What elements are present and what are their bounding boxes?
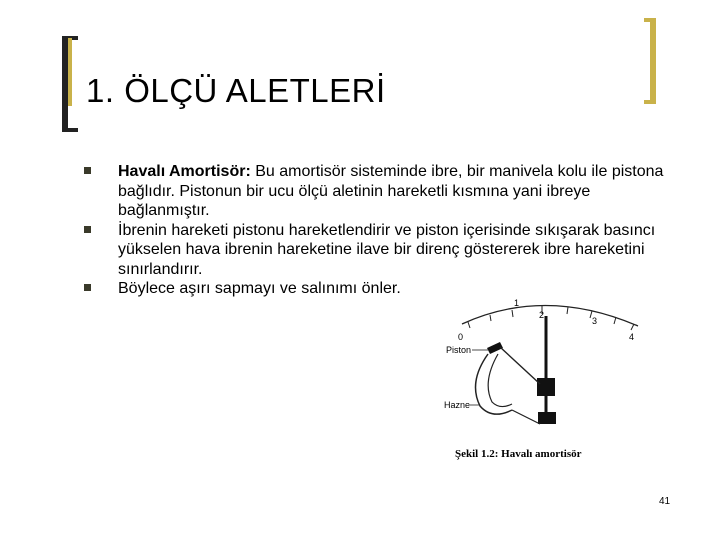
scale-label-0: 0	[458, 332, 464, 342]
scale-arc	[462, 305, 638, 326]
bullet-list	[84, 162, 674, 299]
scale-label-1: 1	[514, 298, 520, 308]
figure-caption: Şekil 1.2: Havalı amortisör	[455, 448, 582, 460]
piston-rod	[500, 347, 540, 384]
bullet-term: Havalı Amortisör:	[118, 163, 251, 180]
bullet-square-icon	[84, 167, 91, 174]
page-number: 41	[659, 496, 671, 507]
scale-label-3: 3	[592, 316, 598, 326]
bullet-square-icon	[84, 226, 91, 233]
air-damper-figure	[440, 292, 640, 462]
piston-chamber-inner	[488, 354, 512, 407]
needle-pivot	[537, 378, 555, 396]
scale-label-2: 2	[539, 310, 545, 320]
piston-label: Piston	[446, 345, 472, 355]
chamber-label: Hazne	[444, 400, 471, 410]
title-bracket-left-accent	[68, 38, 72, 106]
bullet-item	[84, 162, 674, 221]
bullet-item	[84, 221, 674, 280]
bullet-text: İbrenin hareketi pistonu hareketlendirir ve piston içerisinde sıkışarak basıncı yükselen hava ibrenin hareketine ilave bir direnç göstererek ibre hareketini sınırlandırır.	[118, 221, 656, 278]
scale-label-4: 4	[629, 332, 635, 342]
slide-title: 1. ÖLÇÜ ALETLERİ	[86, 72, 386, 109]
bullet-square-icon	[84, 284, 91, 291]
title-bracket-right	[644, 18, 656, 104]
scale-ticks	[468, 306, 634, 330]
chamber-link	[512, 410, 540, 424]
counterweight	[538, 412, 556, 424]
bullet-text: Bu amortisör sisteminde ibre, bir manivela kolu ile pistona bağlıdır. Pistonun bir ucu ölçü aletinin hareketli kısmına yani ibreye bağlanmıştır.	[118, 163, 664, 219]
bullet-text: Böylece aşırı sapmayı ve salınımı önler.	[118, 280, 401, 297]
